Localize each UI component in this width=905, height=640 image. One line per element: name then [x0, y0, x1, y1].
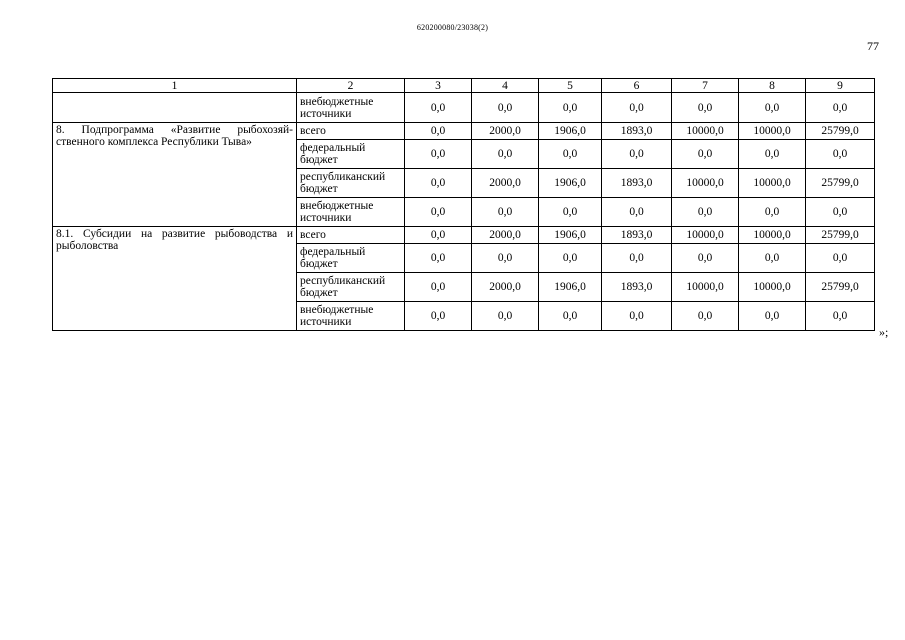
- value-cell: 0,0: [405, 93, 472, 123]
- value-cell: 0,0: [405, 227, 472, 244]
- program-name-cell: [53, 93, 297, 123]
- value-cell: 0,0: [739, 140, 806, 169]
- value-cell: 0,0: [806, 198, 875, 227]
- funding-source-cell: федеральный бюджет: [297, 244, 405, 273]
- funding-source-cell: внебюджетные источники: [297, 93, 405, 123]
- column-header: 4: [472, 79, 539, 93]
- value-cell: 1906,0: [539, 169, 602, 198]
- value-cell: 10000,0: [672, 227, 739, 244]
- value-cell: 10000,0: [739, 123, 806, 140]
- funding-source-cell: республиканский бюджет: [297, 169, 405, 198]
- value-cell: 0,0: [806, 140, 875, 169]
- value-cell: 0,0: [739, 302, 806, 331]
- table-row: [53, 123, 875, 140]
- value-cell: 10000,0: [739, 227, 806, 244]
- column-header: 2: [297, 79, 405, 93]
- value-cell: 1906,0: [539, 123, 602, 140]
- value-cell: 0,0: [806, 244, 875, 273]
- value-cell: 0,0: [672, 140, 739, 169]
- table-row: [53, 93, 875, 123]
- funding-source-cell: федеральный бюджет: [297, 140, 405, 169]
- value-cell: 0,0: [806, 302, 875, 331]
- value-cell: 10000,0: [672, 273, 739, 302]
- value-cell: 0,0: [602, 244, 672, 273]
- value-cell: 1893,0: [602, 227, 672, 244]
- document-code: 620200080/23038(2): [416, 23, 489, 32]
- value-cell: 0,0: [405, 169, 472, 198]
- value-cell: 0,0: [539, 140, 602, 169]
- column-header: 5: [539, 79, 602, 93]
- value-cell: 0,0: [602, 302, 672, 331]
- value-cell: 0,0: [472, 302, 539, 331]
- value-cell: 25799,0: [806, 123, 875, 140]
- value-cell: 0,0: [602, 198, 672, 227]
- value-cell: 2000,0: [472, 273, 539, 302]
- column-header: 6: [602, 79, 672, 93]
- value-cell: 25799,0: [806, 273, 875, 302]
- value-cell: 1893,0: [602, 169, 672, 198]
- value-cell: 0,0: [602, 140, 672, 169]
- value-cell: 10000,0: [672, 123, 739, 140]
- value-cell: 0,0: [405, 198, 472, 227]
- value-cell: 0,0: [405, 273, 472, 302]
- value-cell: 10000,0: [739, 273, 806, 302]
- value-cell: 2000,0: [472, 169, 539, 198]
- value-cell: 0,0: [539, 93, 602, 123]
- value-cell: 25799,0: [806, 169, 875, 198]
- value-cell: 0,0: [539, 198, 602, 227]
- value-cell: 0,0: [672, 93, 739, 123]
- value-cell: 1906,0: [539, 273, 602, 302]
- value-cell: 0,0: [472, 198, 539, 227]
- value-cell: 0,0: [672, 198, 739, 227]
- value-cell: 0,0: [806, 93, 875, 123]
- value-cell: 0,0: [472, 140, 539, 169]
- funding-source-cell: всего: [297, 123, 405, 140]
- column-header: 8: [739, 79, 806, 93]
- closing-quote-mark: »;: [879, 325, 889, 339]
- value-cell: 0,0: [672, 302, 739, 331]
- value-cell: 0,0: [472, 244, 539, 273]
- program-name-cell: 8.1. Субсидии на развитие рыбоводства и рыболовства: [53, 227, 297, 331]
- value-cell: 25799,0: [806, 227, 875, 244]
- value-cell: 0,0: [739, 198, 806, 227]
- value-cell: 0,0: [739, 93, 806, 123]
- value-cell: 0,0: [405, 123, 472, 140]
- value-cell: 0,0: [602, 93, 672, 123]
- table-header-row: [53, 79, 875, 93]
- column-header: 7: [672, 79, 739, 93]
- page-number: 77: [867, 39, 879, 53]
- table-row: [53, 227, 875, 244]
- value-cell: 0,0: [472, 93, 539, 123]
- value-cell: 0,0: [405, 140, 472, 169]
- funding-source-cell: республиканский бюджет: [297, 273, 405, 302]
- budget-table: [52, 78, 875, 331]
- funding-source-cell: внебюджетные источники: [297, 302, 405, 331]
- value-cell: 10000,0: [672, 169, 739, 198]
- program-name-cell: 8. Подпрограмма «Развитие рыбохозяй-ственного комплекса Республики Тыва»: [53, 123, 297, 227]
- value-cell: 0,0: [739, 244, 806, 273]
- value-cell: 0,0: [405, 244, 472, 273]
- value-cell: 2000,0: [472, 227, 539, 244]
- value-cell: 10000,0: [739, 169, 806, 198]
- value-cell: 1893,0: [602, 123, 672, 140]
- value-cell: 1893,0: [602, 273, 672, 302]
- funding-source-cell: внебюджетные источники: [297, 198, 405, 227]
- column-header: 1: [53, 79, 297, 93]
- column-header: 9: [806, 79, 875, 93]
- funding-source-cell: всего: [297, 227, 405, 244]
- value-cell: 0,0: [539, 244, 602, 273]
- column-header: 3: [405, 79, 472, 93]
- value-cell: 1906,0: [539, 227, 602, 244]
- value-cell: 0,0: [539, 302, 602, 331]
- value-cell: 0,0: [405, 302, 472, 331]
- value-cell: 2000,0: [472, 123, 539, 140]
- value-cell: 0,0: [672, 244, 739, 273]
